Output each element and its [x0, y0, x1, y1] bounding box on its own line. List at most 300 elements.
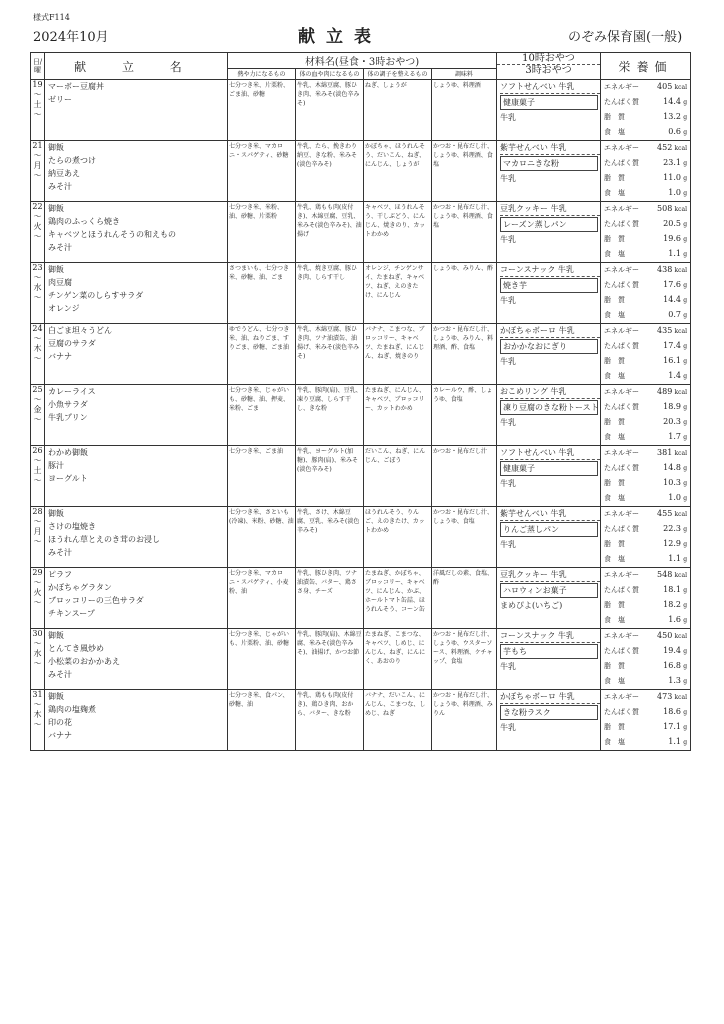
snacks — [497, 507, 601, 568]
fat-label: 脂 質 — [604, 235, 626, 243]
seasonings: かつお・昆布だし汁、しょうゆ、料理酒、食塩 — [432, 141, 497, 202]
snack-am: ソフトせんべい 牛乳 — [500, 80, 600, 94]
protein-label: たんぱく質 — [604, 220, 640, 228]
dash: 〜 — [33, 212, 42, 221]
day-date: 29 — [32, 568, 43, 577]
salt-value: 0.7 — [668, 310, 681, 319]
energy-value: 455 — [657, 509, 673, 518]
dash: 〜 — [33, 476, 42, 485]
day-cell — [31, 202, 45, 263]
protein-value: 19.4 — [663, 646, 681, 655]
ingredients-green: オレンジ、チンゲンサイ、たまねぎ、キャベツ、ねぎ、えのきたけ、にんじん — [364, 263, 432, 324]
energy-value: 508 — [657, 204, 673, 213]
protein-value: 18.1 — [663, 585, 681, 594]
fat-unit: g — [683, 297, 688, 304]
energy-unit: kcal — [674, 511, 688, 518]
seasonings: かつお・昆布だし汁、しょうゆ、みりん、料理酒、酢、食塩 — [432, 324, 497, 385]
dash: 〜 — [33, 537, 42, 546]
ingredients-red: 牛乳、ヨーグルト(加糖)、豚肉(肩)、米みそ(淡色辛みそ) — [296, 446, 364, 507]
menu-items — [45, 690, 228, 751]
snack-drink: 牛乳 — [500, 418, 517, 427]
dash: 〜 — [33, 151, 42, 160]
snack-am: ソフトせんべい 牛乳 — [500, 446, 600, 460]
dash: 〜 — [33, 171, 42, 180]
energy-unit: kcal — [674, 389, 688, 396]
snack-drink: 牛乳 — [500, 235, 517, 244]
protein-label: たんぱく質 — [604, 403, 640, 411]
energy-unit: kcal — [674, 328, 688, 335]
fat-unit: g — [683, 663, 688, 670]
energy-label: エネルギー — [604, 632, 640, 640]
energy-label: エネルギー — [604, 205, 640, 213]
salt-unit: g — [683, 556, 688, 563]
menu-items — [45, 324, 228, 385]
dash: 〜 — [33, 354, 42, 363]
fat-value: 20.3 — [663, 417, 681, 426]
energy-value: 548 — [657, 570, 673, 579]
snacks — [497, 568, 601, 629]
col-day: 日/曜 — [31, 53, 45, 80]
dash: 〜 — [33, 517, 42, 526]
ingredients-red: 牛乳、豚肉(肩)、豆乳、凍り豆腐、しらす干し、きな粉 — [296, 385, 364, 446]
energy-label: エネルギー — [604, 571, 640, 579]
salt-value: 1.6 — [668, 615, 681, 624]
nutrition-values — [601, 568, 691, 629]
ingredients-yellow: さつまいも、七分つき米、砂糖、油、ごま — [228, 263, 296, 324]
menu-items — [45, 202, 228, 263]
salt-label: 食 塩 — [604, 311, 626, 319]
menu-item: ピラフ — [48, 570, 72, 579]
snack-am: コーンスナック 牛乳 — [500, 263, 600, 277]
protein-value: 18.9 — [663, 402, 681, 411]
salt-label: 食 塩 — [604, 250, 626, 258]
nutrition-values — [601, 629, 691, 690]
menu-items — [45, 80, 228, 141]
menu-item: マーボー豆腐丼 — [48, 82, 104, 91]
menu-item: 御飯 — [48, 143, 64, 152]
salt-label: 食 塩 — [604, 372, 626, 380]
menu-month: 2024年10月 — [33, 30, 109, 45]
ingredients-red: 牛乳、鶏もも肉(皮付き)、木綿豆腐、豆乳、米みそ(淡色辛みそ)、油揚げ — [296, 202, 364, 263]
fat-value: 18.2 — [663, 600, 681, 609]
energy-value: 450 — [657, 631, 673, 640]
fat-value: 12.9 — [663, 539, 681, 548]
col-red-group: 体の血や肉になるもの — [296, 69, 364, 80]
snacks — [497, 324, 601, 385]
menu-items — [45, 446, 228, 507]
protein-value: 17.4 — [663, 341, 681, 350]
dash: 〜 — [33, 293, 42, 302]
menu-item: バナナ — [48, 352, 72, 361]
energy-value: 473 — [657, 692, 673, 701]
col-seasoning: 調味料 — [432, 69, 497, 80]
menu-item: 豆腐のサラダ — [48, 339, 96, 348]
snacks — [497, 202, 601, 263]
nutrition-values — [601, 385, 691, 446]
col-yellow-group: 熱や力になるもの — [228, 69, 296, 80]
protein-value: 14.8 — [663, 463, 681, 472]
fat-label: 脂 質 — [604, 174, 626, 182]
menu-item: 肉豆腐 — [48, 278, 72, 287]
ingredients-red: 牛乳、鶏もも肉(皮付き)、鶏ひき肉、おから、バター、きな粉 — [296, 690, 364, 751]
ingredients-red: 牛乳、さけ、木綿豆腐、豆乳、米みそ(淡色辛みそ) — [296, 507, 364, 568]
protein-label: たんぱく質 — [604, 464, 640, 472]
fat-label: 脂 質 — [604, 601, 626, 609]
energy-unit: kcal — [674, 694, 688, 701]
ingredients-green: バナナ、こまつな、ブロッコリー、キャベツ、たまねぎ、にんじん、ねぎ、焼きのり — [364, 324, 432, 385]
salt-value: 0.6 — [668, 127, 681, 136]
dash: 〜 — [33, 456, 42, 465]
salt-label: 食 塩 — [604, 555, 626, 563]
day-row — [31, 385, 691, 446]
menu-item: たらの煮つけ — [48, 156, 96, 165]
menu-item: みそ汁 — [48, 548, 72, 557]
weekday: 月 — [33, 527, 42, 536]
day-row — [31, 507, 691, 568]
dash: 〜 — [33, 232, 42, 241]
protein-unit: g — [683, 465, 688, 472]
dash: 〜 — [33, 578, 42, 587]
salt-label: 食 塩 — [604, 677, 626, 685]
ingredients-red: 牛乳、焼き豆腐、豚ひき肉、しらす干し — [296, 263, 364, 324]
menu-item: 白ごま坦々うどん — [48, 326, 112, 335]
fat-unit: g — [683, 724, 688, 731]
protein-label: たんぱく質 — [604, 281, 640, 289]
day-cell — [31, 385, 45, 446]
menu-item: カレーライス — [48, 387, 96, 396]
energy-label: エネルギー — [604, 449, 640, 457]
day-cell — [31, 629, 45, 690]
protein-label: たんぱく質 — [604, 708, 640, 716]
fat-value: 16.8 — [663, 661, 681, 670]
menu-item: 鶏肉のふっくら焼き — [48, 217, 120, 226]
dash: 〜 — [33, 90, 42, 99]
menu-item: みそ汁 — [48, 243, 72, 252]
snack-am: かぼちゃボーロ 牛乳 — [500, 324, 600, 338]
nutrition-values — [601, 80, 691, 141]
ingredients-red: 牛乳、豚ひき肉、ツナ油漬缶、バター、鶏ささ身、チーズ — [296, 568, 364, 629]
energy-unit: kcal — [674, 84, 688, 91]
fat-label: 脂 質 — [604, 540, 626, 548]
nutrition-values — [601, 507, 691, 568]
energy-label: エネルギー — [604, 144, 640, 152]
salt-label: 食 塩 — [604, 494, 626, 502]
protein-label: たんぱく質 — [604, 98, 640, 106]
day-cell — [31, 263, 45, 324]
menu-item: みそ汁 — [48, 670, 72, 679]
snacks — [497, 690, 601, 751]
protein-unit: g — [683, 587, 688, 594]
snack-drink: まめぴよ(いちご) — [500, 601, 563, 610]
protein-value: 20.5 — [663, 219, 681, 228]
menu-item: 御飯 — [48, 204, 64, 213]
day-cell — [31, 568, 45, 629]
salt-value: 1.0 — [668, 493, 681, 502]
protein-unit: g — [683, 648, 688, 655]
ingredients-red: 牛乳、たら、挽きわり納豆、きな粉、米みそ(淡色辛みそ) — [296, 141, 364, 202]
col-green-group: 体の調子を整えるもの — [364, 69, 432, 80]
fat-label: 脂 質 — [604, 357, 626, 365]
day-row — [31, 202, 691, 263]
snack-drink: 牛乳 — [500, 723, 517, 732]
day-cell — [31, 80, 45, 141]
seasonings: かつお・昆布だし汁、しょうゆ、料理酒、食塩 — [432, 202, 497, 263]
snack-drink: 牛乳 — [500, 540, 517, 549]
menu-items — [45, 141, 228, 202]
snack-pm: 芋もち — [500, 644, 598, 659]
day-date: 28 — [32, 507, 43, 516]
fat-label: 脂 質 — [604, 418, 626, 426]
col-snacks — [497, 53, 601, 80]
ingredients-yellow: 七分つき米、じゃがいも、砂糖、油、押麦、米粉、ごま — [228, 385, 296, 446]
protein-unit: g — [683, 221, 688, 228]
energy-value: 438 — [657, 265, 673, 274]
nutrition-values — [601, 263, 691, 324]
col-snack-pm: 3時おやつ — [525, 65, 572, 76]
snack-drink: 牛乳 — [500, 662, 517, 671]
dash: 〜 — [33, 639, 42, 648]
protein-unit: g — [683, 709, 688, 716]
snack-am: 豆乳クッキー 牛乳 — [500, 202, 600, 216]
col-ingredients: 材料名(昼食・3時おやつ) — [228, 53, 497, 69]
day-cell — [31, 507, 45, 568]
snack-am: 豆乳クッキー 牛乳 — [500, 568, 600, 582]
menu-item: チキンスープ — [48, 609, 95, 618]
fat-unit: g — [683, 236, 688, 243]
menu-item: 印の花 — [48, 718, 72, 727]
ingredients-green: ねぎ、しょうが — [364, 80, 432, 141]
ingredients-green: ほうれんそう、りんご、えのきたけ、カットわかめ — [364, 507, 432, 568]
salt-value: 1.1 — [668, 737, 681, 746]
weekday: 土 — [33, 466, 42, 475]
protein-value: 14.4 — [663, 97, 681, 106]
school-name: のぞみ保育園(一般) — [568, 30, 683, 45]
salt-unit: g — [683, 312, 688, 319]
dash: 〜 — [33, 334, 42, 343]
menu-item: 鶏肉の塩麹煮 — [48, 705, 96, 714]
fat-unit: g — [683, 480, 688, 487]
snack-pm: 健康菓子 — [500, 461, 598, 476]
salt-unit: g — [683, 739, 688, 746]
salt-label: 食 塩 — [604, 738, 626, 746]
menu-item: わかめ御飯 — [48, 448, 88, 457]
menu-item: かぼちゃグラタン — [48, 583, 112, 592]
fat-value: 11.0 — [663, 173, 681, 182]
menu-item: ヨーグルト — [48, 474, 88, 483]
protein-unit: g — [683, 404, 688, 411]
ingredients-yellow: 七分つき米、ごま油 — [228, 446, 296, 507]
snack-am: かぼちゃボーロ 牛乳 — [500, 690, 600, 704]
menu-item: 納豆あえ — [48, 169, 80, 178]
energy-value: 405 — [657, 82, 673, 91]
menu-item: ブロッコリーの三色サラダ — [48, 596, 144, 605]
snack-drink: 牛乳 — [500, 113, 517, 122]
salt-value: 1.3 — [668, 676, 681, 685]
energy-unit: kcal — [674, 450, 688, 457]
nutrition-values — [601, 446, 691, 507]
snack-drink: 牛乳 — [500, 357, 517, 366]
ingredients-yellow: 七分つき米、マカロニ・スパゲティ、砂糖 — [228, 141, 296, 202]
day-row — [31, 446, 691, 507]
ingredients-green: かぼちゃ、ほうれんそう、だいこん、ねぎ、にんじん、しょうが — [364, 141, 432, 202]
menu-items — [45, 507, 228, 568]
protein-unit: g — [683, 282, 688, 289]
snack-pm: マカロニきな粉 — [500, 156, 598, 171]
salt-value: 1.4 — [668, 371, 681, 380]
menu-item: チンゲン菜のしらすサラダ — [48, 291, 144, 300]
seasonings: かつお・昆布だし汁、しょうゆ、ウスターソース、料理酒、ケチャップ、食塩 — [432, 629, 497, 690]
day-row — [31, 141, 691, 202]
weekday: 月 — [33, 161, 42, 170]
salt-value: 1.0 — [668, 188, 681, 197]
seasonings: かつお・昆布だし汁、しょうゆ、料理酒、みりん — [432, 690, 497, 751]
weekday: 火 — [33, 588, 42, 597]
salt-unit: g — [683, 678, 688, 685]
ingredients-green: バナナ、だいこん、にんじん、こまつな、しめじ、ねぎ — [364, 690, 432, 751]
col-nutrition: 栄養価 — [601, 53, 691, 80]
energy-unit: kcal — [674, 633, 688, 640]
menu-item: 豚汁 — [48, 461, 64, 470]
menu-item: オレンジ — [48, 304, 80, 313]
menu-table — [30, 52, 691, 751]
day-cell — [31, 324, 45, 385]
salt-value: 1.1 — [668, 249, 681, 258]
protein-value: 22.3 — [663, 524, 681, 533]
protein-unit: g — [683, 160, 688, 167]
fat-value: 19.6 — [663, 234, 681, 243]
fat-unit: g — [683, 175, 688, 182]
energy-label: エネルギー — [604, 266, 640, 274]
snacks — [497, 446, 601, 507]
salt-label: 食 塩 — [604, 616, 626, 624]
day-date: 30 — [32, 629, 43, 638]
protein-label: たんぱく質 — [604, 525, 640, 533]
seasonings: しょうゆ、みりん、酢 — [432, 263, 497, 324]
energy-label: エネルギー — [604, 693, 640, 701]
snacks — [497, 141, 601, 202]
ingredients-green: キャベツ、ほうれんそう、干しぶどう、にんじん、焼きのり、カットわかめ — [364, 202, 432, 263]
snacks — [497, 629, 601, 690]
menu-items — [45, 568, 228, 629]
weekday: 火 — [33, 222, 42, 231]
day-date: 26 — [32, 446, 43, 455]
snack-pm: 健康菓子 — [500, 95, 598, 110]
fat-unit: g — [683, 419, 688, 426]
salt-value: 1.7 — [668, 432, 681, 441]
snack-am: 紫芋せんべい 牛乳 — [500, 507, 600, 521]
col-menu: 献 立 名 — [45, 53, 228, 80]
protein-unit: g — [683, 343, 688, 350]
salt-unit: g — [683, 251, 688, 258]
menu-item: ほうれん草とえのき茸のお浸し — [48, 535, 160, 544]
salt-unit: g — [683, 190, 688, 197]
energy-unit: kcal — [674, 267, 688, 274]
fat-label: 脂 質 — [604, 479, 626, 487]
menu-days — [31, 80, 691, 751]
snacks — [497, 263, 601, 324]
snack-am: コーンスナック 牛乳 — [500, 629, 600, 643]
nutrition-values — [601, 690, 691, 751]
snack-drink: 牛乳 — [500, 296, 517, 305]
ingredients-green: たまねぎ、こまつな、キャベツ、しめじ、にんじん、ねぎ、にんにく、あおのり — [364, 629, 432, 690]
menu-item: 御飯 — [48, 509, 64, 518]
ingredients-red: 牛乳、木綿豆腐、豚ひき肉、米みそ(淡色辛みそ) — [296, 80, 364, 141]
protein-value: 17.6 — [663, 280, 681, 289]
day-date: 25 — [32, 385, 43, 394]
salt-unit: g — [683, 373, 688, 380]
fat-label: 脂 質 — [604, 662, 626, 670]
day-date: 19 — [32, 80, 43, 89]
day-cell — [31, 690, 45, 751]
protein-label: たんぱく質 — [604, 342, 640, 350]
day-cell — [31, 141, 45, 202]
col-snack-am: 10時おやつ — [497, 53, 600, 65]
fat-unit: g — [683, 358, 688, 365]
day-date: 24 — [32, 324, 43, 333]
salt-label: 食 塩 — [604, 189, 626, 197]
seasonings: しょうゆ、料理酒 — [432, 80, 497, 141]
menu-items — [45, 263, 228, 324]
snack-pm: 凍り豆腐のきな粉トースト — [500, 400, 598, 415]
weekday: 木 — [33, 344, 42, 353]
menu-item: みそ汁 — [48, 182, 72, 191]
snack-pm: ハロウィンお菓子 — [500, 583, 598, 598]
snack-pm: きな粉ラスク — [500, 705, 598, 720]
menu-items — [45, 629, 228, 690]
salt-unit: g — [683, 495, 688, 502]
dash: 〜 — [33, 720, 42, 729]
energy-label: エネルギー — [604, 327, 640, 335]
energy-label: エネルギー — [604, 510, 640, 518]
fat-label: 脂 質 — [604, 113, 626, 121]
snack-drink: 牛乳 — [500, 174, 517, 183]
day-cell — [31, 446, 45, 507]
fat-unit: g — [683, 602, 688, 609]
ingredients-green: たまねぎ、にんじん、キャベツ、ブロッコリー、カットわかめ — [364, 385, 432, 446]
protein-unit: g — [683, 526, 688, 533]
dash: 〜 — [33, 700, 42, 709]
snacks — [497, 80, 601, 141]
weekday: 木 — [33, 710, 42, 719]
fat-unit: g — [683, 114, 688, 121]
menu-item: さけの塩焼き — [48, 522, 96, 531]
snack-am: おこめリング 牛乳 — [500, 385, 600, 399]
day-date: 23 — [32, 263, 43, 272]
nutrition-values — [601, 324, 691, 385]
menu-item: とんてき風炒め — [48, 644, 104, 653]
salt-value: 1.1 — [668, 554, 681, 563]
ingredients-yellow: 七分つき米、マカロニ・スパゲティ、小麦粉、油 — [228, 568, 296, 629]
day-row — [31, 324, 691, 385]
fat-value: 17.1 — [663, 722, 681, 731]
protein-value: 23.1 — [663, 158, 681, 167]
snack-drink: 牛乳 — [500, 479, 517, 488]
menu-item: ゼリー — [48, 95, 72, 104]
energy-value: 489 — [657, 387, 673, 396]
day-date: 31 — [32, 690, 43, 699]
fat-label: 脂 質 — [604, 723, 626, 731]
fat-value: 13.2 — [663, 112, 681, 121]
snacks — [497, 385, 601, 446]
seasonings: カレールウ、酢、しょうゆ、食塩 — [432, 385, 497, 446]
snack-pm: レーズン蒸しパン — [500, 217, 598, 232]
protein-label: たんぱく質 — [604, 647, 640, 655]
salt-label: 食 塩 — [604, 128, 626, 136]
energy-value: 435 — [657, 326, 673, 335]
menu-item: キャベツとほうれんそうの和えもの — [48, 230, 176, 239]
nutrition-values — [601, 141, 691, 202]
energy-value: 452 — [657, 143, 673, 152]
